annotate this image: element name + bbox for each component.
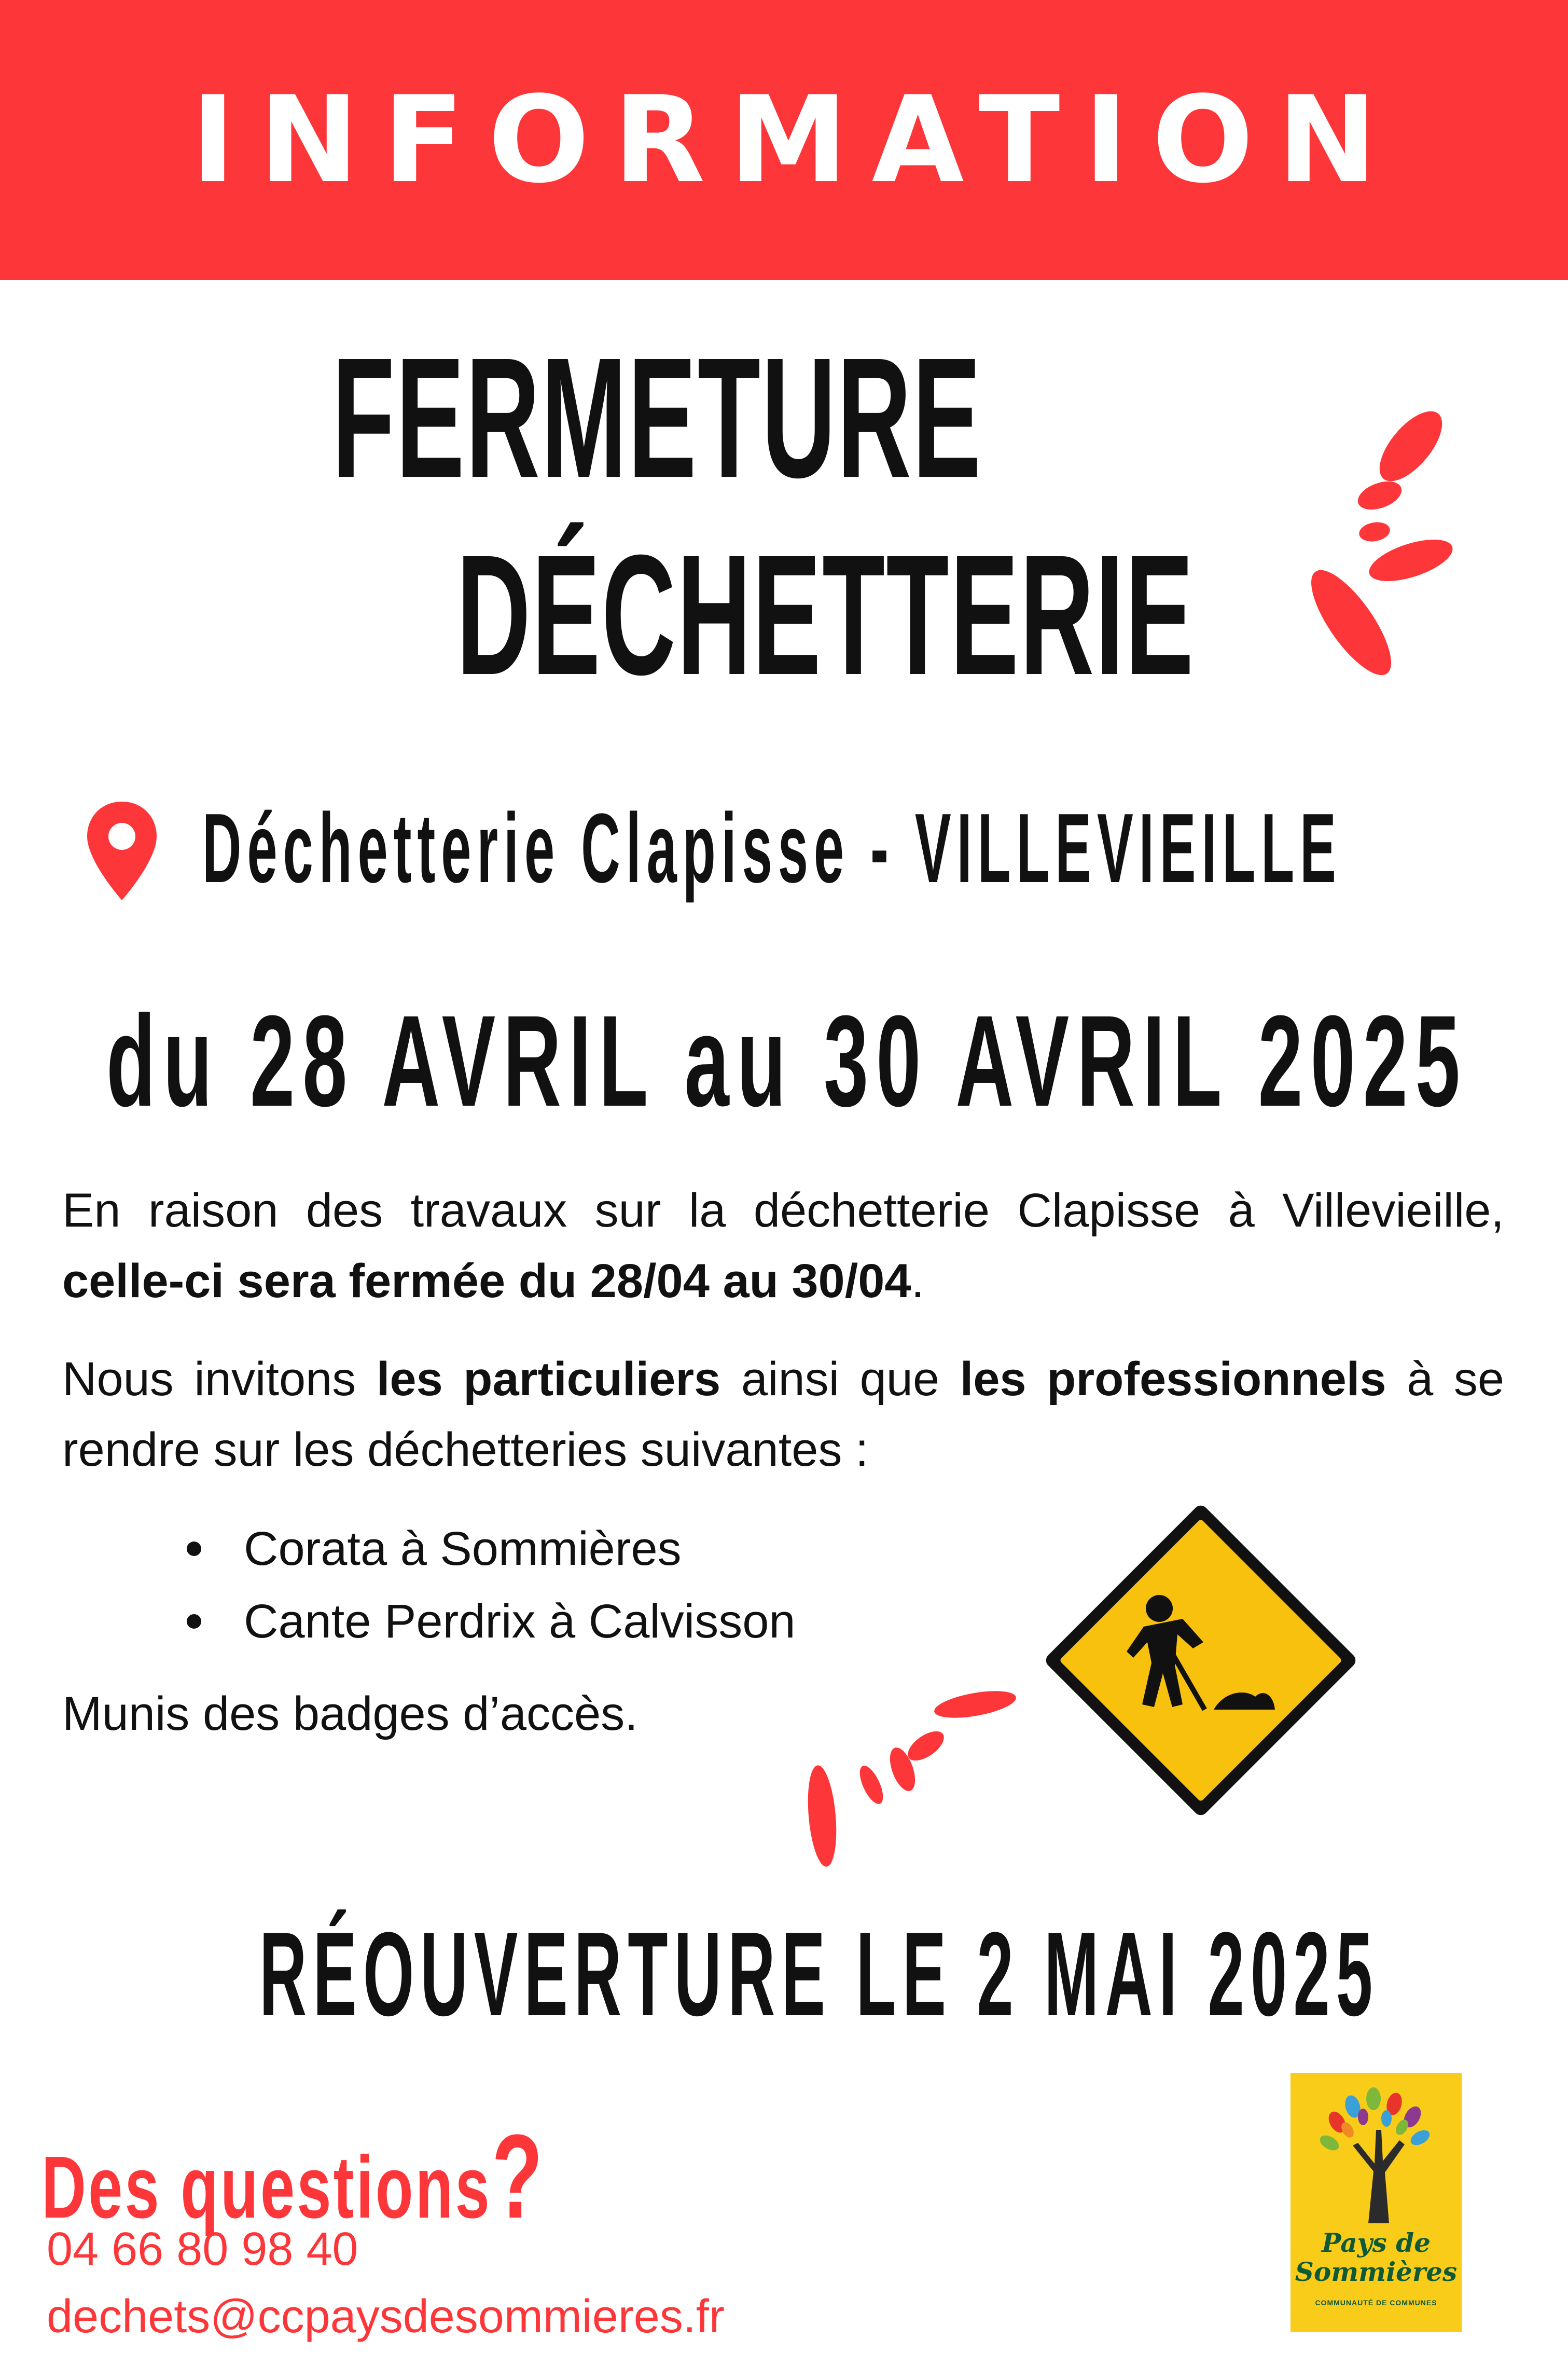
logo-title bbox=[1291, 2228, 1462, 2287]
location-pin-icon bbox=[83, 799, 161, 903]
information-banner bbox=[0, 0, 1568, 280]
closure-dates: du 28 AVRIL au 30 AVRIL 2025 bbox=[106, 988, 1468, 1133]
paragraph-invitation-text-1: Nous invitons bbox=[62, 1353, 377, 1406]
logo-title-line-1: Pays de bbox=[1321, 2227, 1431, 2258]
questions-label: Des questions bbox=[41, 2138, 492, 2237]
paragraph-invitation bbox=[62, 1344, 1504, 1485]
pays-de-sommieres-logo bbox=[1291, 2073, 1462, 2332]
logo-subtitle: COMMUNAUTÉ DE COMMUNES bbox=[1315, 2299, 1437, 2307]
reopening-date: RÉOUVERTURE LE 2 MAI 2025 bbox=[259, 1907, 1379, 2041]
title-line-1: FERMETURE bbox=[332, 322, 982, 513]
paragraph-works-bold: celle-ci sera fermée du 28/04 au 30/04 bbox=[62, 1255, 911, 1308]
list-item: Corata à Sommières bbox=[187, 1512, 796, 1585]
paragraph-invitation-text-2: ainsi que bbox=[720, 1353, 960, 1406]
paragraph-works bbox=[62, 1175, 1504, 1316]
paragraph-works-end: . bbox=[911, 1255, 925, 1308]
red-splash-decoration-bottom bbox=[799, 1676, 1027, 1883]
question-mark: ? bbox=[491, 2110, 545, 2243]
paragraph-invitation-text-3: à se rendre sur les déchetteries suivantes : bbox=[62, 1353, 1505, 1476]
questions-heading bbox=[41, 2110, 545, 2243]
badges-note: Munis des badges d’accès. bbox=[62, 1687, 638, 1740]
banner-title: INFORMATION bbox=[190, 71, 1402, 210]
paragraph-invitation-bold-1: les particuliers bbox=[376, 1353, 721, 1406]
paragraph-invitation-bold-2: les professionnels bbox=[960, 1353, 1386, 1406]
tree-icon bbox=[1291, 2073, 1462, 2228]
contact-phone[interactable]: 04 66 80 98 40 bbox=[47, 2223, 358, 2275]
red-splash-decoration-top bbox=[1286, 405, 1463, 695]
paragraph-works-text: En raison des travaux sur la déchetterie Clapisse à Villevieille, bbox=[62, 1184, 1504, 1237]
logo-title-line-2: Sommières bbox=[1295, 2256, 1458, 2287]
contact-email[interactable]: dechets@ccpaysdesommieres.fr bbox=[47, 2291, 725, 2343]
title-line-2: DÉCHETTERIE bbox=[456, 519, 1195, 710]
roadwork-sign-icon bbox=[1027, 1487, 1375, 1834]
list-item: Cante Perdrix à Calvisson bbox=[187, 1585, 796, 1658]
location-text: Déchetterie Clapisse - VILLEVIEILLE bbox=[202, 793, 1342, 903]
alternative-sites-list bbox=[187, 1512, 796, 1658]
